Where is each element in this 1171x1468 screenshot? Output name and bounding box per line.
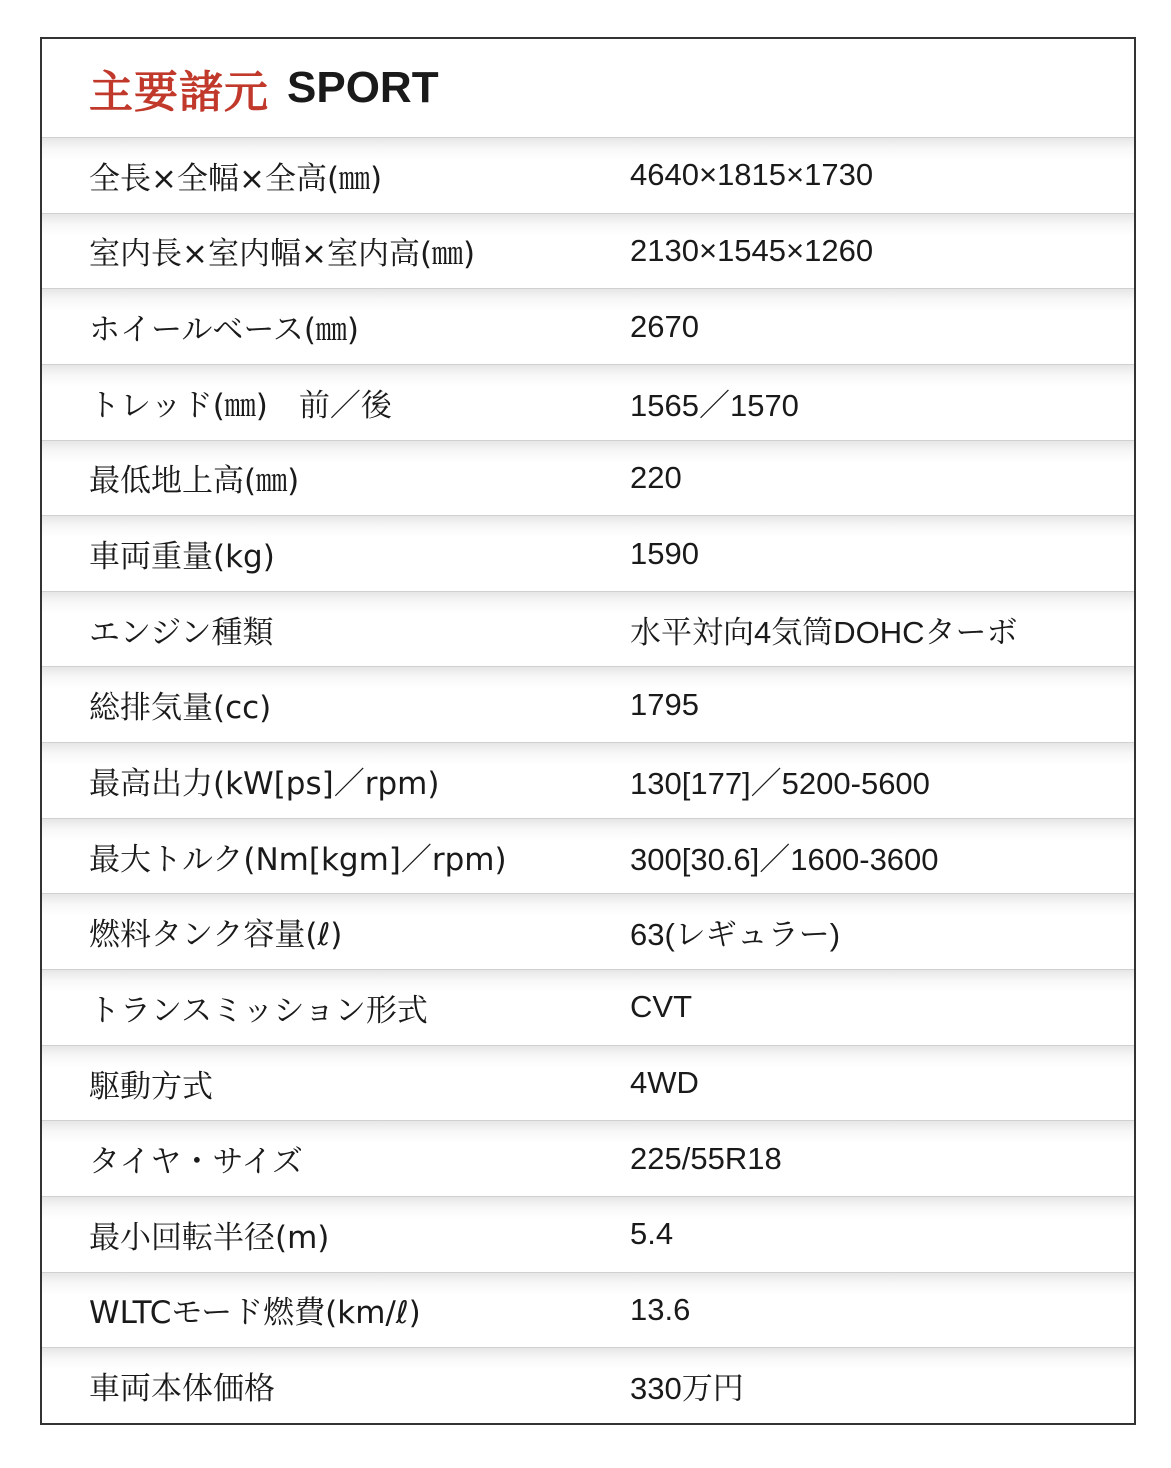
table-row: [42, 364, 1134, 440]
table-row: [42, 666, 1134, 742]
spec-value: 63(レギュラー): [630, 917, 841, 953]
spec-rows: [42, 137, 1134, 1423]
spec-value: 2130×1545×1260: [630, 232, 874, 268]
spec-label: ホイールベース(㎜): [89, 312, 360, 349]
spec-label: 燃料タンク容量(ℓ): [89, 917, 343, 954]
spec-label: WLTCモード燃費(km/ℓ): [89, 1295, 421, 1332]
table-row: [42, 1196, 1134, 1272]
title-grade: SPORT: [287, 63, 439, 112]
spec-label: 駆動方式: [89, 1068, 213, 1105]
spec-value: 5.4: [630, 1216, 674, 1252]
table-row: [42, 440, 1134, 516]
spec-value: 130[177]／5200-5600: [630, 765, 930, 801]
spec-label: 車両本体価格: [89, 1371, 275, 1408]
spec-label: タイヤ・サイズ: [89, 1144, 303, 1181]
table-row: [42, 137, 1134, 213]
table-row: [42, 893, 1134, 969]
spec-value: 225/55R18: [630, 1140, 782, 1176]
table-row: [42, 591, 1134, 667]
spec-label: 最低地上高(㎜): [89, 463, 300, 500]
table-row: [42, 213, 1134, 289]
spec-value: 330万円: [630, 1371, 744, 1407]
spec-value: 2670: [630, 308, 699, 344]
spec-value: 13.6: [630, 1291, 691, 1327]
spec-value: CVT: [630, 989, 692, 1025]
table-row: [42, 1347, 1134, 1423]
spec-value: 300[30.6]／1600-3600: [630, 841, 939, 877]
spec-table: [40, 37, 1136, 1425]
table-row: [42, 818, 1134, 894]
table-row: [42, 515, 1134, 591]
spec-label: 最高出力(kW[ps]／rpm): [89, 765, 440, 802]
table-row: [42, 1120, 1134, 1196]
table-row: [42, 288, 1134, 364]
table-row: [42, 742, 1134, 818]
table-row: [42, 1045, 1134, 1121]
table-row: [42, 1272, 1134, 1348]
spec-value: 220: [630, 459, 682, 495]
spec-value: 1590: [630, 535, 699, 571]
spec-label: トランスミッション形式: [89, 992, 428, 1029]
table-row: [42, 969, 1134, 1045]
spec-label: 室内長×室内幅×室内高(㎜): [89, 236, 476, 273]
spec-label: 総排気量(cc): [89, 690, 272, 727]
spec-label: 全長×全幅×全高(㎜): [89, 160, 383, 197]
spec-value: 1565／1570: [630, 387, 799, 423]
spec-label: トレッド(㎜) 前／後: [89, 387, 392, 424]
spec-value: 1795: [630, 686, 699, 722]
spec-value: 4WD: [630, 1065, 699, 1100]
spec-label: 車両重量(kg): [89, 539, 275, 576]
spec-label: 最大トルク(Nm[kgm]／rpm): [89, 841, 507, 878]
spec-value: 4640×1815×1730: [630, 157, 874, 193]
spec-label: 最小回転半径(m): [89, 1219, 330, 1256]
spec-header: [42, 39, 1134, 137]
spec-label: エンジン種類: [89, 614, 274, 651]
title-japanese: 主要諸元: [89, 67, 269, 118]
spec-value: 水平対向4気筒DOHCターボ: [630, 614, 1018, 650]
